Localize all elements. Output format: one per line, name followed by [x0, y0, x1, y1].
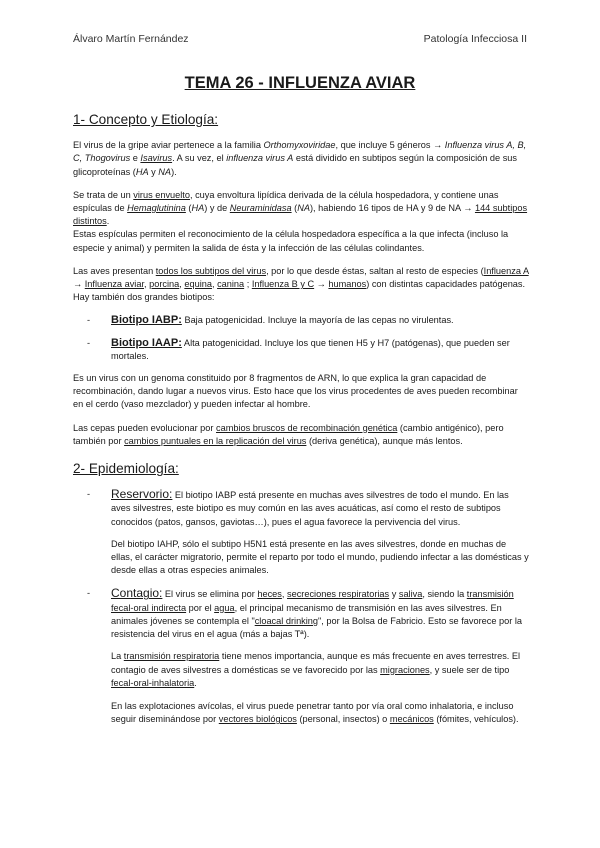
header-author: Álvaro Martín Fernández [73, 33, 189, 45]
paragraph-cepas: Las cepas pueden evolucionar por cambios bruscos de recombinación genética (cambio antigénico), pero también por cambios puntuales en la replicación del virus (deriva genética), aunque más lentos. [73, 422, 504, 446]
paragraph-h5n1: Del biotipo IAHP, sólo el subtipo H5N1 está presente en las aves silvestres, donde en muchas de ellas, el carácter migratorio, permite el reparto por todo el mundo, pudiendo infectar a las domésticas y desde ellas a otras especies animales. [111, 538, 529, 576]
term-biotipo-iaap: Biotipo IAAP: [111, 336, 182, 349]
term-reservorio: Reservorio: [111, 487, 173, 502]
section-heading-epidemiologia: 2- Epidemiología: [73, 461, 179, 477]
bullet-dash: - [87, 315, 91, 326]
paragraph-subtipos: Las aves presentan todos los subtipos del virus, por lo que desde éstas, saltan al resto de especies (Influenza A → Influenza aviar, porcina, equina, canina ; Influenza B y C → humanos) con distintas capacidades patógenas. Hay también dos grandes biotipos: [73, 265, 529, 303]
paragraph-genoma: Es un virus con un genoma constituido por 8 fragmentos de ARN, lo que explica la gran capacidad de recombinación, dando lugar a nuevos virus. Esto hace que los virus procedentes de aves pueden recombinar en el cerdo (vaso mezclador) y pueden infectar al hombre. [73, 373, 518, 410]
paragraph-explotaciones: En las explotaciones avícolas, el virus puede penetrar tanto por vía oral como inhalatoria, e incluso seguir diseminándose por vectores biológicos (personal, insectos) o mecánicos (fómites, vehículos). [111, 700, 519, 725]
bullet-dash: - [87, 588, 91, 599]
list-item-biotipo-iaap: - Biotipo IAAP: Alta patogenicidad. Incluye los que tienen H5 y H7 (patógenas), que pueden ser mortales. [73, 337, 529, 363]
document-body [73, 113, 529, 736]
list-item-contagio: - Contagio: El virus se elimina por heces, secreciones respiratorias y saliva, siendo la transmisión fecal-oral indirecta por el agua, el principal mecanismo de transmisión en las aves silvestres. En animales jóvenes se contempla el "cloacal drinking", por la Bolsa de Fabricio. Esto se favorece por la resistencia del virus en el agua (más a bajas Tª). [73, 587, 529, 641]
paragraph-familia: El virus de la gripe aviar pertenece a la familia Orthomyxoviridae, que incluye 5 géneros → Influenza virus A, B, C, Thogovirus e Isavirus. A su vez, el influenza virus A está dividido en subtipos según la composición de sus glicoproteínas (HA y NA). [73, 140, 527, 177]
paragraph-envuelto: Se trata de un virus envuelto, cuya envoltura lipídica derivada de la célula hospedadora, y contiene unas espículas de Hemaglutinina (HA) y de Neuraminidasa (NA), habiendo 16 tipos de HA y 9 de NA → 144 subtipos distintos. Estas espículas permiten el reconocimiento de la célula hospedadora específica a la que infecta (incluso la especie y animal) y permiten la salida de ésta y la infección de las células colindantes. [73, 189, 528, 253]
header-course: Patología Infecciosa II [423, 33, 527, 45]
list-item-biotipo-iabp: - Biotipo IABP: Baja patogenicidad. Incluye la mayoría de las cepas no virulentas. [87, 314, 454, 327]
term-contagio: Contagio: [111, 586, 163, 601]
term-biotipo-iabp: Biotipo IABP: [111, 314, 182, 327]
bullet-dash: - [87, 337, 91, 348]
paragraph-transmision-respiratoria: La transmisión respiratoria tiene menos importancia, aunque es más frecuente en aves terrestres. El contagio de aves silvestres a domésticas se ve favorecido por las migraciones, y suele ser de tipo fecal-oral-inhalatoria. [111, 651, 521, 688]
bullet-dash: - [87, 489, 91, 500]
list-item-reservorio: - Reservorio: El biotipo IABP está presente en muchas aves silvestres de todo el mundo. En las aves silvestres, este biotipo es muy común en las aves acuáticas, así como el resto de subtipos conocidos (patos, gansos, gaviotas…), pues el agua favorece la pervivencia del virus. [73, 488, 529, 529]
page-title: TEMA 26 - INFLUENZA AVIAR [184, 74, 416, 92]
section-heading-concepto: 1- Concepto y Etiología: [73, 112, 219, 127]
